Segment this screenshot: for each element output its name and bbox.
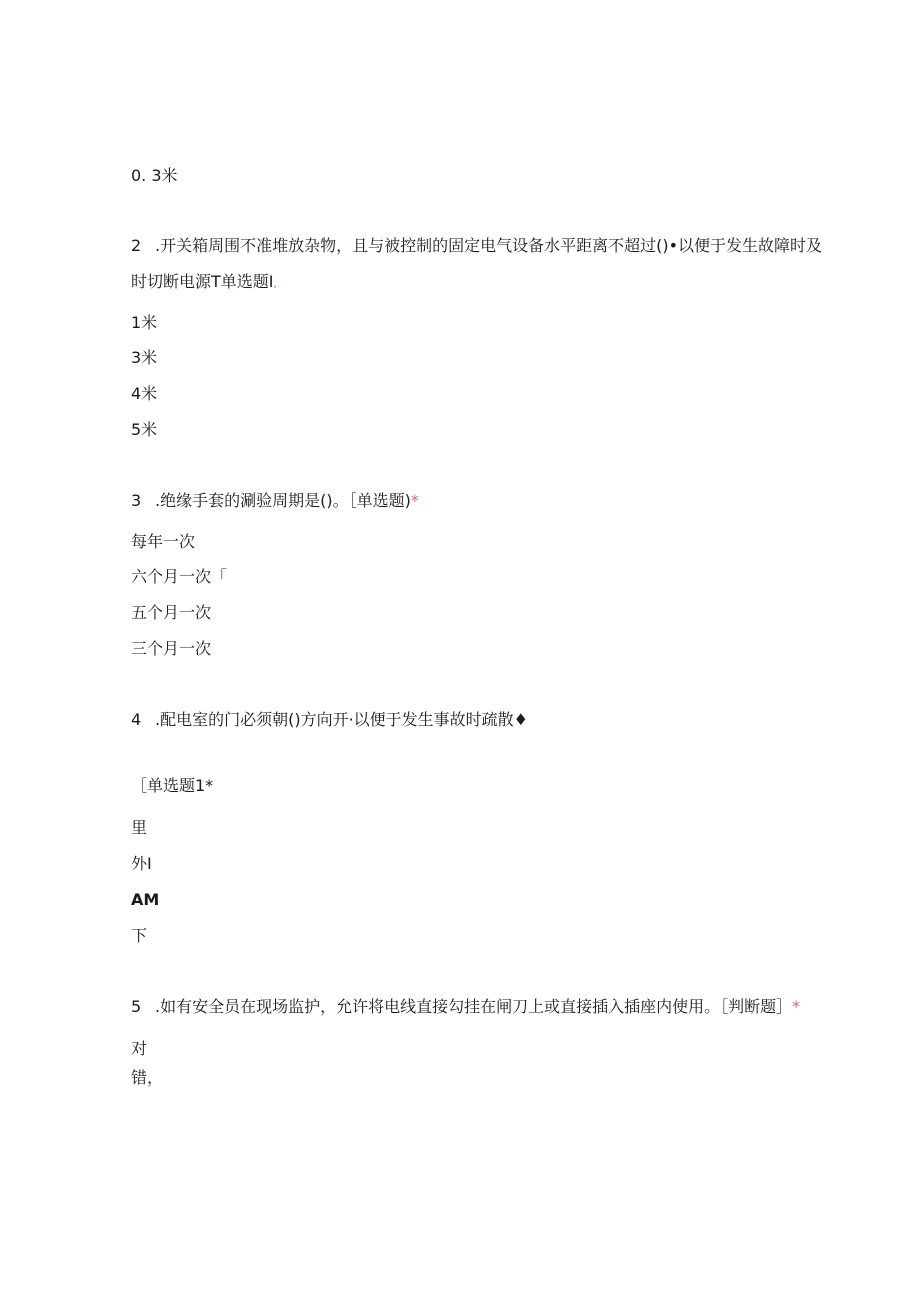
question-3-option-3[interactable]: 五个月一次 xyxy=(131,603,212,622)
question-5-option-2[interactable]: 错， xyxy=(131,1068,164,1087)
question-4-option-3[interactable]: AM xyxy=(131,890,160,909)
question-3-option-1[interactable]: 每年一次 xyxy=(131,532,196,551)
question-5-text: .如有安全员在现场监护，允许将电线直接勾挂在闸刀上或直接插入插座内使用。［判断题］ xyxy=(155,997,793,1016)
question-2-option-2[interactable]: 3米 xyxy=(131,348,158,367)
question-5-line xyxy=(131,997,800,1017)
question-4-number: 4 xyxy=(131,710,142,729)
question-2-line2 xyxy=(131,272,277,294)
question-4-text: .配电室的门必须朝()方向开·以便于发生事故时疏散♦ xyxy=(155,710,529,729)
question-2-number: 2 xyxy=(131,236,142,255)
question-4-type-tag: ［单选题1* xyxy=(131,776,214,795)
question-3-option-2[interactable]: 六个月一次「 xyxy=(131,567,228,586)
question-3-text: .绝缘手套的涮验周期是()。［单选题) xyxy=(155,491,411,510)
question-2-option-3[interactable]: 4米 xyxy=(131,384,158,403)
question-4-option-4[interactable]: 下 xyxy=(131,926,148,945)
option-0-3m[interactable]: 0. 3米 xyxy=(131,166,178,185)
question-3-option-4[interactable]: 三个月一次 xyxy=(131,639,212,658)
question-4-line xyxy=(131,710,528,730)
question-4-option-2[interactable]: 外I xyxy=(131,854,152,873)
question-2-line1 xyxy=(131,236,822,256)
question-3-line xyxy=(131,491,419,511)
required-star: * xyxy=(410,491,419,510)
question-5-number: 5 xyxy=(131,997,142,1016)
question-2-mark: , xyxy=(273,277,277,290)
question-2-text: .开关箱周围不准堆放杂物，且与被控制的固定电气设备水平距离不超过()•以便于发生故障时及 xyxy=(155,236,823,255)
required-star: * xyxy=(792,997,801,1016)
question-4-option-1[interactable]: 里 xyxy=(131,818,148,837)
question-2-text-cont: 时切断电源T单选题I xyxy=(131,272,274,291)
question-2-option-1[interactable]: 1米 xyxy=(131,313,158,332)
question-3-number: 3 xyxy=(131,491,142,510)
question-5-option-1[interactable]: 对 xyxy=(131,1039,148,1058)
question-2-option-4[interactable]: 5米 xyxy=(131,420,158,439)
